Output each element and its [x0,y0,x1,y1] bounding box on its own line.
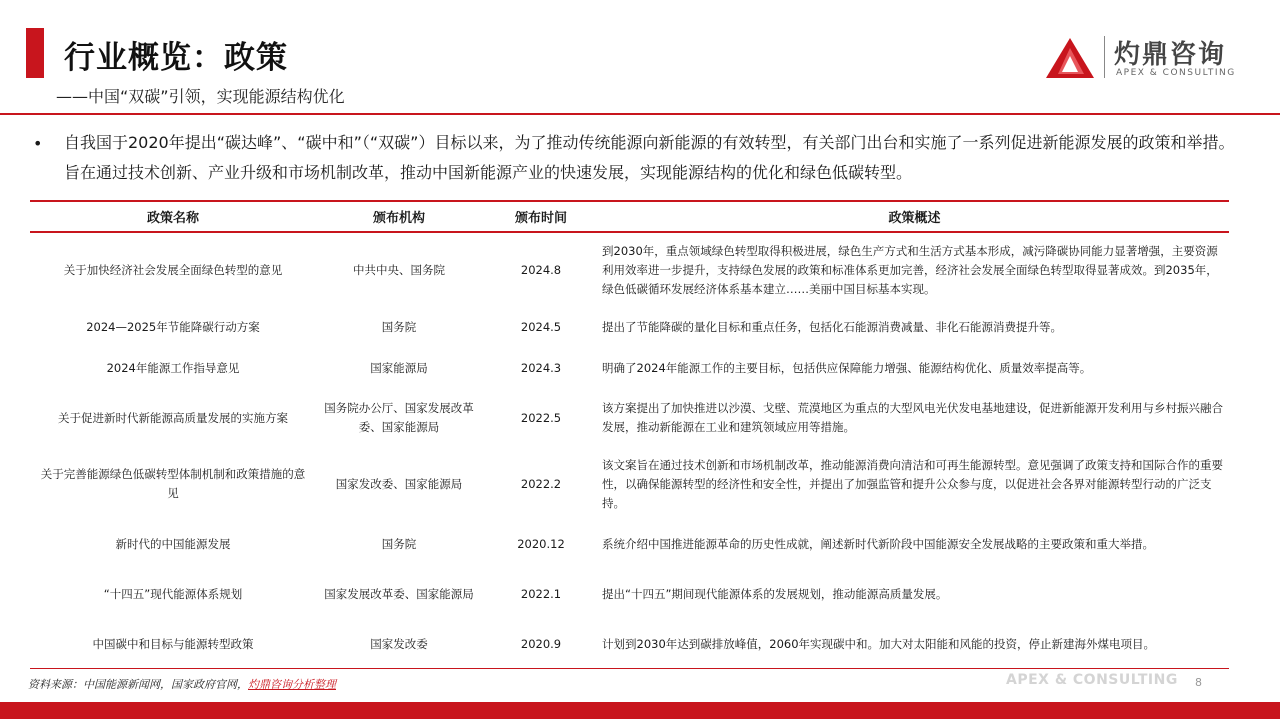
page-number: 8 [1195,676,1202,689]
issue-date: 2022.5 [520,410,562,425]
policy-table [30,200,1229,669]
table-row [30,566,1229,622]
policy-name: “十四五”现代能源体系规划 [103,586,243,601]
bullet-point: • [33,134,43,153]
issue-date: 2020.12 [517,536,565,551]
issuing-agency: 国家能源局 [370,360,428,375]
policy-summary: 该文案旨在通过技术创新和市场机制改革，推动能源消费向清洁和可再生能源转型。意见强调了政策支持和国际合作的重要性，以确保能源转型的经济性和安全性，并提出了加强监管和提升公众参与度，以促进社会各界对能源转型行动的广泛支持。 [602,457,1223,510]
table-row [30,232,1229,308]
policy-name: 关于加快经济社会发展全面绿色转型的意见 [63,263,283,277]
header-policy-name: 政策名称 [146,211,199,226]
issuing-agency: 国务院办公厅、国家发展改革委、国家能源局 [324,401,474,434]
bottom-accent-bar [0,702,1280,719]
source-highlight: 灼鼎咨询分析整理 [248,678,336,691]
policy-name: 新时代的中国能源发展 [115,536,231,551]
policy-summary: 到2030年，重点领域绿色转型取得积极进展，绿色生产方式和生活方式基本形成，减污降碳协同能力显著增强，主要资源利用效率进一步提升，支持绿色发展的政策和标准体系更加完善，经济社会发展全面绿色转型取得显著成效。到2035年，绿色低碳循环发展经济体系基本建立……美丽中国目标基本实现。 [602,244,1218,296]
policy-name: 中国碳中和目标与能源转型政策 [92,637,254,652]
table-row [30,308,1229,346]
table-row [30,622,1229,668]
policy-name: 关于促进新时代新能源高质量发展的实施方案 [58,410,288,425]
policy-name: 关于完善能源绿色低碳转型体制机制和政策措施的意见 [40,467,306,500]
policy-name: 2024—2025年节能降碳行动方案 [86,319,260,334]
table-row [30,446,1229,522]
issuing-agency: 国家发改委 [370,637,428,652]
policy-summary: 系统介绍中国推进能源革命的历史性成就，阐述新时代新阶段中国能源安全发展战略的主要政策和重大举措。 [602,536,1154,551]
header-policy-summary: 政策概述 [888,211,941,226]
issuing-agency: 国务院 [381,319,417,334]
policy-name: 2024年能源工作指导意见 [106,360,240,375]
issue-date: 2024.3 [520,360,562,375]
policy-summary: 计划到2030年达到碳排放峰值，2060年实现碳中和。加大对太阳能和风能的投资，停止新建海外煤电项目。 [602,637,1156,652]
header-issue-date: 颁布时间 [514,211,567,226]
issuing-agency: 国务院 [381,536,417,551]
issue-date: 2020.9 [520,637,562,652]
table-row [30,390,1229,446]
source-prefix: 资料来源：中国能源新闻网，国家政府官网， [28,678,248,691]
logo-english-name: APEX & CONSULTING [1116,68,1236,78]
company-logo [1046,34,1246,84]
issuing-agency: 中共中央、国务院 [353,263,445,277]
title-accent-bar [26,28,44,78]
policy-summary: 提出“十四五”期间现代能源体系的发展规划，推动能源高质量发展。 [602,586,948,601]
issue-date: 2022.2 [520,476,562,491]
footer-brand-watermark: APEX & CONSULTING [1006,672,1178,688]
page-subtitle: ——中国“双碳”引领，实现能源结构优化 [56,87,345,106]
data-source-note [28,676,336,692]
policy-table-container [30,200,1229,669]
policy-summary: 明确了2024年能源工作的主要目标，包括供应保障能力增强、能源结构优化、质量效率提高等。 [602,360,1092,375]
header-divider [0,113,1280,115]
issuing-agency: 国家发改委、国家能源局 [335,476,463,491]
logo-separator [1104,36,1105,78]
issue-date: 2024.8 [520,263,562,277]
issue-date: 2024.5 [520,319,562,334]
triangle-logo-icon [1046,38,1094,78]
header-issuing-agency: 颁布机构 [372,211,425,226]
page-title: 行业概览：政策 [64,40,288,76]
policy-summary: 提出了节能降碳的量化目标和重点任务，包括化石能源消费减量、非化石能源消费提升等。 [602,319,1062,334]
issue-date: 2022.1 [520,586,562,601]
issuing-agency: 国家发展改革委、国家能源局 [324,586,474,601]
table-row [30,522,1229,566]
intro-paragraph: 自我国于2020年提出“碳达峰”、“碳中和”（“双碳”）目标以来，为了推动传统能源向新能源的有效转型，有关部门出台和实施了一系列促进新能源发展的政策和举措。旨在通过技术创新、产业升级和市场机制改革，推动中国新能源产业的快速发展，实现能源结构的优化和绿色低碳转型。 [64,133,1235,182]
logo-chinese-name: 灼鼎咨询 [1114,40,1227,70]
table-row [30,346,1229,390]
table-header-row [30,201,1229,232]
policy-summary: 该方案提出了加快推进以沙漠、戈壁、荒漠地区为重点的大型风电光伏发电基地建设，促进新能源开发利用与乡村振兴融合发展，推动新能源在工业和建筑领域应用等措施。 [602,401,1223,434]
